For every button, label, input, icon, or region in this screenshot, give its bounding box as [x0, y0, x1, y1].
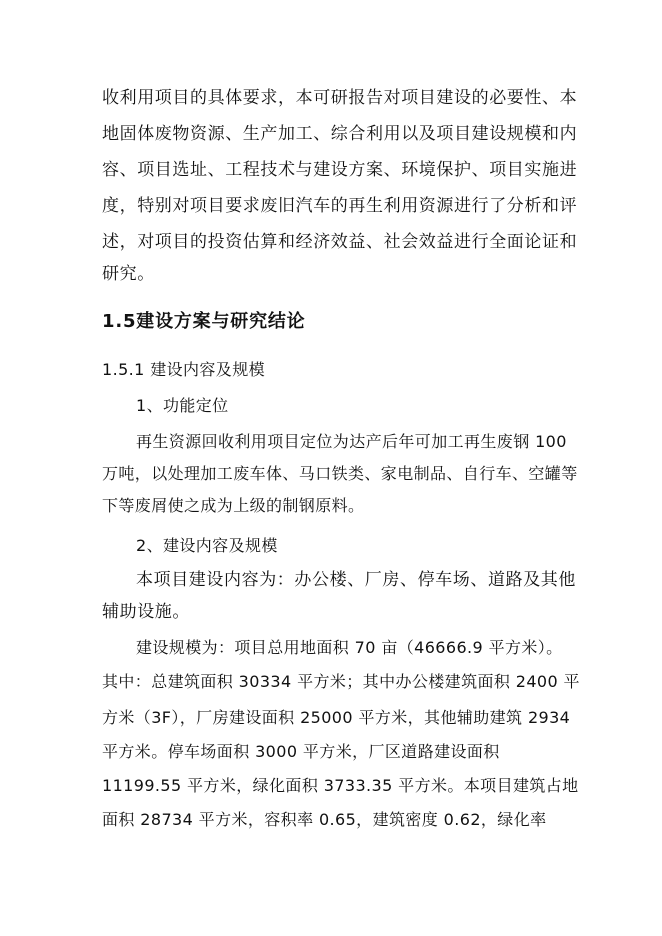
section-heading: 1.5建设方案与研究结论	[102, 311, 306, 332]
intro-line-3: 容、项目选址、工程技术与建设方案、环境保护、项目实施进	[102, 160, 578, 180]
item2-p2-line-1: 建设规模为：项目总用地面积 70 亩（46666.9 平方米）。	[136, 638, 563, 657]
item2-title: 2、建设内容及规模	[136, 536, 278, 555]
item2-p1-line-2: 辅助设施。	[102, 602, 190, 622]
item2-p2-line-3: 方米（3F），厂房建设面积 25000 平方米，其他辅助建筑 2934	[102, 708, 571, 727]
item2-p2-line-5: 11199.55 平方米，绿化面积 3733.35 平方米。本项目建筑占地	[102, 776, 579, 795]
item1-title: 1、功能定位	[136, 396, 229, 415]
item2-p2-line-4: 平方米。停车场面积 3000 平方米，厂区道路建设面积	[102, 742, 500, 761]
item2-p2-line-6: 面积 28734 平方米，容积率 0.65，建筑密度 0.62，绿化率	[102, 810, 547, 829]
intro-line-1: 收利用项目的具体要求，本可研报告对项目建设的必要性、本	[102, 88, 578, 108]
intro-line-6: 研究。	[102, 264, 155, 284]
intro-line-4: 度，特别对项目要求废旧汽车的再生利用资源进行了分析和评	[102, 196, 578, 216]
item1-line-2: 万吨，以处理加工废车体、马口铁类、家电制品、自行车、空罐等	[102, 464, 578, 483]
item2-p1-line-1: 本项目建设内容为：办公楼、厂房、停车场、道路及其他	[136, 570, 576, 590]
item1-line-1: 再生资源回收利用项目定位为达产后年可加工再生废钢 100	[136, 432, 567, 451]
item1-line-3: 下等废屑使之成为上级的制钢原料。	[102, 496, 365, 515]
intro-line-2: 地固体废物资源、生产加工、综合利用以及项目建设规模和内	[102, 124, 578, 144]
subsection-heading: 1.5.1 建设内容及规模	[102, 360, 265, 379]
intro-line-5: 述，对项目的投资估算和经济效益、社会效益进行全面论证和	[102, 232, 578, 252]
item2-p2-line-2: 其中：总建筑面积 30334 平方米；其中办公楼建筑面积 2400 平	[102, 672, 580, 691]
